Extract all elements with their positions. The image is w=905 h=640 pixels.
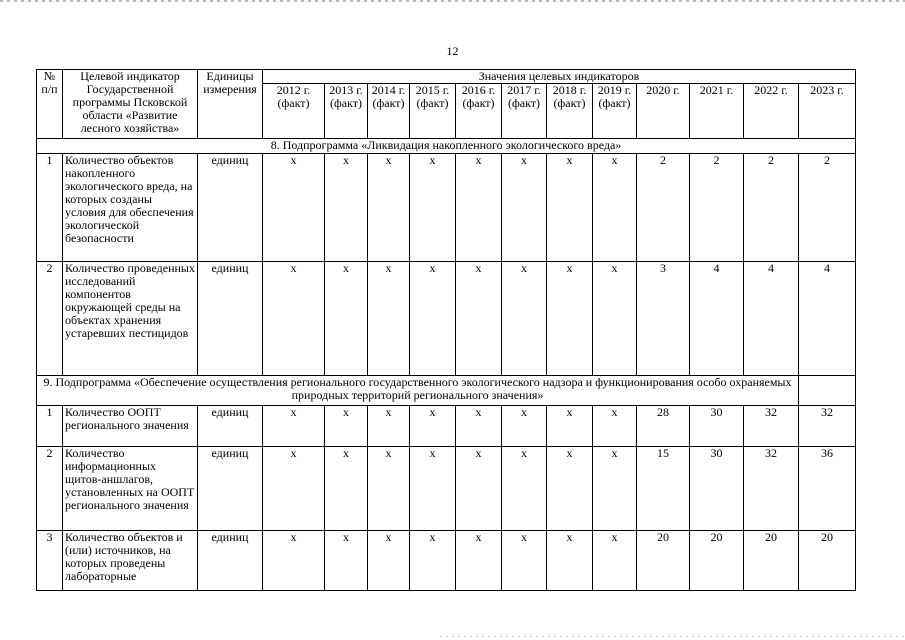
year-header: 2022 г. [744,84,799,139]
value-cell: x [502,406,547,447]
table-row [37,447,856,531]
page-number: 12 [446,44,459,58]
value-cell: 2 [799,154,856,262]
scan-top-edge [0,0,905,2]
value-cell: 4 [799,262,856,376]
year-header: 2019 г. (факт) [593,84,637,139]
col-header-indicator: Целевой индикатор Государственной программы Псковской области «Развитие лесного хозяйства» [63,70,198,139]
unit-cell: единиц [198,447,263,531]
value-cell: x [368,531,410,591]
value-cell: 2 [744,154,799,262]
row-number: 2 [37,447,63,531]
value-cell: x [263,262,325,376]
value-cell: x [593,531,637,591]
value-cell: 30 [690,406,744,447]
empty-cell [799,376,856,406]
value-cell: x [410,531,456,591]
year-header: 2016 г. (факт) [456,84,502,139]
value-cell: x [456,447,502,531]
value-cell: 32 [799,406,856,447]
value-cell: x [325,447,368,531]
unit-cell: единиц [198,406,263,447]
value-cell: 30 [690,447,744,531]
indicator-name: Количество объектов и (или) источников, на которых проведены лабораторные [63,531,198,591]
value-cell: 15 [637,447,690,531]
value-cell: x [547,531,593,591]
section-row [37,139,856,154]
value-cell: 20 [799,531,856,591]
table-row [37,531,856,591]
value-cell: x [263,531,325,591]
value-cell: x [547,447,593,531]
row-number: 3 [37,531,63,591]
value-cell: x [263,447,325,531]
value-cell: x [547,406,593,447]
year-header: 2023 г. [799,84,856,139]
year-header: 2013 г. (факт) [325,84,368,139]
header-row-1 [37,70,856,84]
subprogram-title: 9. Подпрограмма «Обеспечение осуществления регионального государственного экологического надзора и функционирования особо охраняемых природных территорий регионального значения» [37,376,799,406]
value-cell: x [410,154,456,262]
value-cell: x [547,154,593,262]
scan-bottom-edge [440,636,905,637]
value-cell: x [593,447,637,531]
table-row [37,406,856,447]
value-cell: x [502,154,547,262]
value-cell: 20 [637,531,690,591]
value-cell: 20 [744,531,799,591]
value-cell: 36 [799,447,856,531]
indicator-name: Количество ООПТ регионального значения [63,406,198,447]
year-header: 2014 г. (факт) [368,84,410,139]
value-cell: x [325,406,368,447]
year-header: 2020 г. [637,84,690,139]
row-number: 1 [37,406,63,447]
year-header: 2015 г. (факт) [410,84,456,139]
value-cell: 4 [690,262,744,376]
value-cell: 2 [637,154,690,262]
row-number: 2 [37,262,63,376]
value-cell: x [368,154,410,262]
value-cell: 32 [744,447,799,531]
unit-cell: единиц [198,154,263,262]
indicator-name: Количество проведенных исследований компонентов окружающей среды на объектах хранения устаревших пестицидов [63,262,198,376]
value-cell: x [410,406,456,447]
value-cell: x [593,406,637,447]
indicator-name: Количество объектов накопленного экологического вреда, на которых созданы условия для обеспечения экологической безопасности [63,154,198,262]
unit-cell: единиц [198,531,263,591]
value-cell: x [456,531,502,591]
value-cell: x [263,406,325,447]
year-header: 2012 г. (факт) [263,84,325,139]
value-cell: x [368,406,410,447]
value-cell: x [456,154,502,262]
section-row [37,376,856,406]
year-header: 2018 г. (факт) [547,84,593,139]
value-cell: 32 [744,406,799,447]
col-header-num: № п/п [37,70,63,139]
col-header-values-title: Значения целевых индикаторов [263,70,856,84]
value-cell: x [593,154,637,262]
unit-cell: единиц [198,262,263,376]
year-header: 2017 г. (факт) [502,84,547,139]
value-cell: x [410,262,456,376]
value-cell: x [547,262,593,376]
table-row [37,154,856,262]
table-row [37,262,856,376]
value-cell: x [263,154,325,262]
value-cell: x [325,262,368,376]
year-header: 2021 г. [690,84,744,139]
value-cell: x [593,262,637,376]
value-cell: 28 [637,406,690,447]
value-cell: x [368,447,410,531]
value-cell: x [502,447,547,531]
value-cell: x [456,406,502,447]
value-cell: 4 [744,262,799,376]
value-cell: x [410,447,456,531]
value-cell: x [456,262,502,376]
value-cell: 3 [637,262,690,376]
value-cell: x [368,262,410,376]
value-cell: x [325,531,368,591]
col-header-units: Единицы измерения [198,70,263,139]
row-number: 1 [37,154,63,262]
value-cell: x [325,154,368,262]
value-cell: 2 [690,154,744,262]
value-cell: x [502,531,547,591]
value-cell: x [502,262,547,376]
indicator-table [36,69,856,591]
indicator-name: Количество информационных щитов-аншлагов, установленных на ООПТ регионального значения [63,447,198,531]
value-cell: 20 [690,531,744,591]
subprogram-title: 8. Подпрограмма «Ликвидация накопленного экологического вреда» [37,139,856,154]
